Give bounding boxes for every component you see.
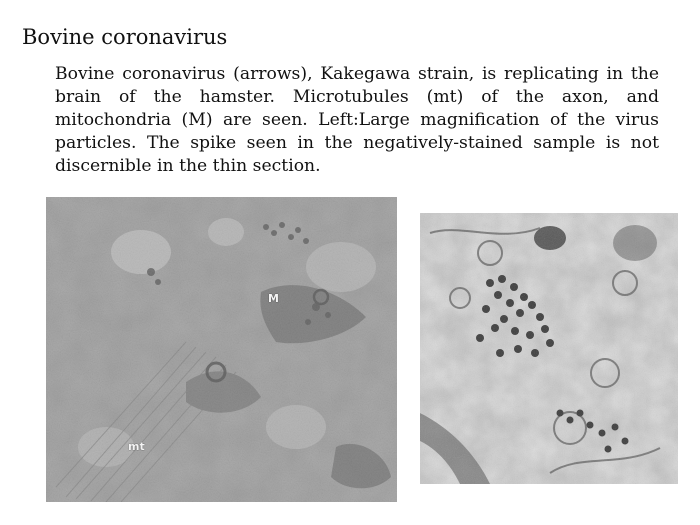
- microtubules-label: mt: [128, 440, 145, 453]
- mitochondria-label: M: [268, 292, 279, 305]
- slide-title: Bovine coronavirus: [22, 25, 228, 49]
- micrograph-right-texture: [420, 213, 678, 484]
- slide-caption: Bovine coronavirus (arrows), Kakegawa strain, is replicating in the brain of the hamster. Microtubules (mt) of the axon, and mitochondria (M) are seen. Left:Large magnification of the virus particles. The spike seen in the negatively-stained sample is not discernible in the thin section.: [55, 64, 659, 176]
- electron-micrograph-right: [420, 213, 678, 484]
- micrograph-left-texture: [46, 197, 397, 502]
- electron-micrograph-left: [46, 197, 397, 502]
